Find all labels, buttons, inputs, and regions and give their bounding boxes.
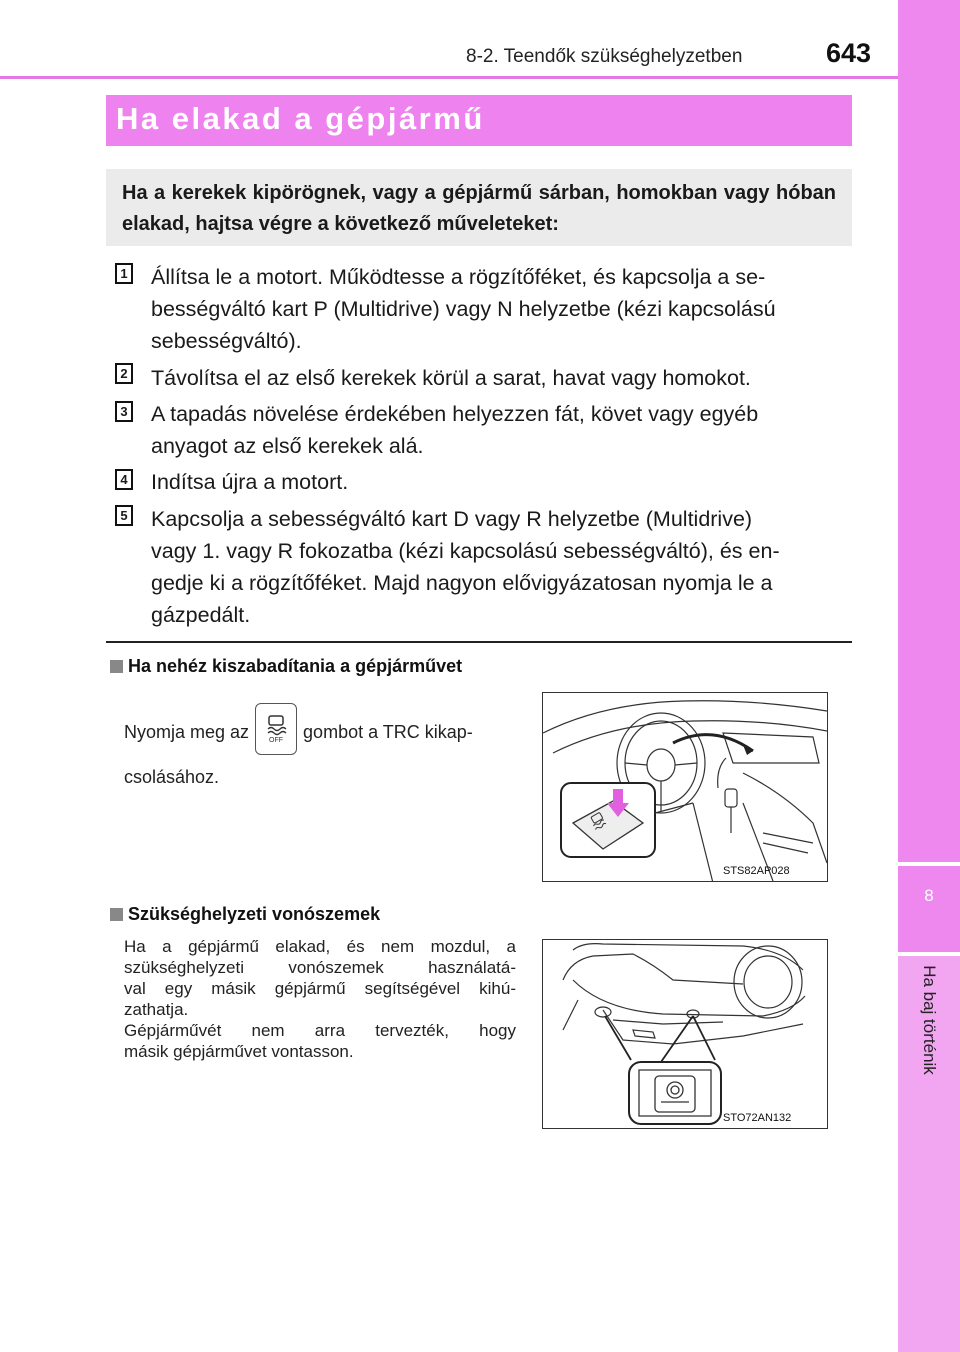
step-line: gázpedált. <box>151 603 251 627</box>
trc-note <box>124 707 473 795</box>
step-line: vagy 1. vagy R fokozatba (kézi kapcsolású sebességváltó), és en- <box>151 539 780 563</box>
towing-note-line: másik gépjárművet vontasson. <box>124 1042 354 1061</box>
step-number: 3 <box>115 401 133 422</box>
subheading-towing <box>110 904 380 925</box>
chapter-number: 8 <box>924 886 934 905</box>
step-line: Indítsa újra a motort. <box>151 470 349 494</box>
trc-off-label: OFF <box>269 737 284 744</box>
chapter-title <box>901 955 957 1085</box>
divider <box>106 641 852 643</box>
trc-note-start: Nyomja meg az <box>124 721 250 742</box>
trc-off-button-icon <box>255 703 297 755</box>
step-line: A tapadás növelése érdekében helyezzen fát, követ vagy egyéb <box>151 402 759 426</box>
towing-note-line: Ha a gépjármű elakad, és nem mozdul, a <box>124 937 516 956</box>
towing-note-line: szükséghelyzeti vonószemek használatá- <box>124 958 516 977</box>
step-line: Kapcsolja a sebességváltó kart D vagy R helyzetbe (Multidrive) <box>151 507 753 531</box>
step-number: 2 <box>115 363 133 384</box>
step-text <box>151 466 841 498</box>
subheading-trc <box>110 656 462 677</box>
towing-note-line: val egy másik gépjármű segítségével kihú- <box>124 979 516 998</box>
step-line: anyagot az első kerekek alá. <box>151 434 424 458</box>
step-number: 1 <box>115 263 133 284</box>
page-title: Ha elakad a gépjármű <box>116 101 485 136</box>
step-text <box>151 261 841 357</box>
section-title: 8-2. Teendők szükséghelyzetben <box>466 46 743 67</box>
towing-eyelet-illustration <box>542 939 828 1129</box>
subheading-text: Ha nehéz kiszabadítania a gépjárművet <box>128 656 463 676</box>
step-number: 4 <box>115 469 133 490</box>
image-code: STS82AP028 <box>723 865 790 877</box>
step-text <box>151 503 841 631</box>
subheading-text: Szükséghelyzeti vonószemek <box>128 904 381 924</box>
step-text <box>151 398 841 462</box>
trc-note-end: gombot a TRC kikap- <box>303 721 473 742</box>
step-line: gedje ki a rögzítőféket. Majd nagyon elővigyázatosan nyomja le a <box>151 571 773 595</box>
step-line: Távolítsa el az első kerekek körül a sarat, havat vagy homokot. <box>151 366 751 390</box>
square-bullet-icon <box>110 660 123 673</box>
dashboard-drawing <box>543 693 827 881</box>
towing-note <box>124 936 516 1062</box>
towing-drawing <box>543 940 827 1128</box>
page-number: 643 <box>826 38 872 68</box>
step-text <box>151 362 841 394</box>
side-tab-chapter <box>898 866 960 952</box>
step-number: 5 <box>115 505 133 526</box>
image-code: STO72AN132 <box>723 1112 792 1124</box>
header-rule <box>0 76 898 79</box>
intro-text: Ha a kerekek kipörögnek, vagy a gépjármű sárban, homokban vagy hóban elakad, hajtsa végre a következő műveleteket: <box>122 182 836 235</box>
step-line: bességváltó kart P (Multidrive) vagy N helyzetbe (kézi kapcsolású <box>151 297 776 321</box>
side-tab-top <box>898 0 960 862</box>
chapter-title-text: Ha baj történik <box>920 965 939 1075</box>
square-bullet-icon <box>110 908 123 921</box>
dashboard-illustration <box>542 692 828 882</box>
step-line: sebességváltó). <box>151 329 302 353</box>
step-line: Állítsa le a motort. Működtesse a rögzítőféket, és kapcsolja a se- <box>151 265 766 289</box>
towing-note-line: Gépjárművét nem arra tervezték, hogy <box>124 1021 516 1040</box>
towing-note-line: zathatja. <box>124 1000 189 1019</box>
trc-note-line2: csolásához. <box>124 767 220 787</box>
